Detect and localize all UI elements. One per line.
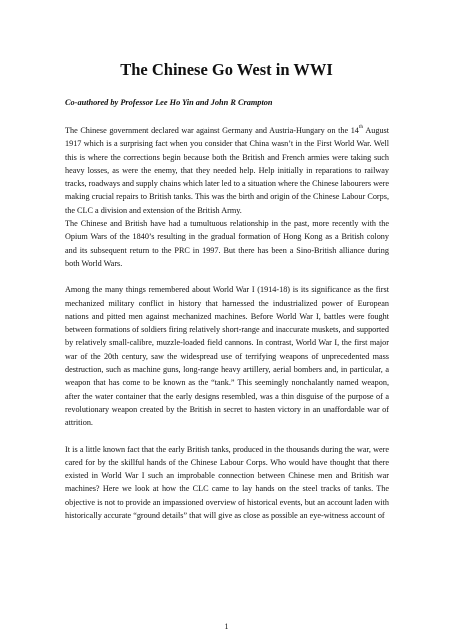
ordinal-suffix: th — [358, 124, 364, 131]
paragraph-1-rest: August 1917 which is a surprising fact when you consider that China wasn’t in the First World War. Well this is where the corrections begin because both the British and French armies were taking such heavy losses, as were the enemy, that they needed help. Help initially in reparations to railway tracks, roadways and supply chains which later led to a situation where the Chinese labourers were making crucial repairs to British tanks. This was the birth and origin of the Chinese Labour Corps, the CLC a division and extension of the British Army. — [65, 126, 390, 215]
page-title: The Chinese Go West in WWI — [120, 60, 333, 79]
body-text — [65, 124, 389, 522]
paragraph-3: Among the many things remembered about World War I (1914-18) is its significance as the first mechanized military conflict in history that harnessed the industrialized power of European nations and pitted men against mechanized machines. Before World War I, battles were fought between formations of soldiers firing relatively short-range and inaccurate muskets, and supported by relatively small-calibre, muzzle-loaded field cannons. In contrast, World War I, the first major war of the 20th century, saw the widespread use of terrifying weapons of unprecedented mass destruction, such as machine guns, long-range heavy artillery, aerial bombers and, in particular, a weapon that has come to be known as the “tank.” This seemingly nonchalantly named weapon, after the water container that the early designs resembled, was a thin disguise of the purpose of a revolutionary weapon created by the British in secret to hasten victory in an unaffordable war of attrition. — [65, 285, 389, 428]
page-number: 1 — [224, 622, 229, 631]
paragraph-2: The Chinese and British have had a tumultuous relationship in the past, more recently with the Opium Wars of the 1840’s resulting in the gradual formation of Hong Kong as a British colony and its subsequent return to the PRC in 1997. But there has been a Sino-British alliance during both World Wars. — [65, 219, 389, 268]
paragraph-4: It is a little known fact that the early British tanks, produced in the thousands during the war, were cared for by the skillful hands of the Chinese Labour Corps. Who would have thought that there existed in World War I such an improbable connection between Chinese men and British war machines? Here we look at how the CLC came to lay hands on the steel tracks of tanks. The objective is not to provide an impassioned overview of historical events, but an account laden with historically accurate “ground details” that will give as close as possible an eye-witness account of — [65, 444, 389, 521]
paragraph-1 — [65, 124, 389, 217]
paragraph-1-start: The Chinese government declared war against Germany and Austria-Hungary on the 14 — [65, 126, 359, 135]
byline: Co-authored by Professor Lee Ho Yin and John R Crampton — [65, 98, 273, 107]
